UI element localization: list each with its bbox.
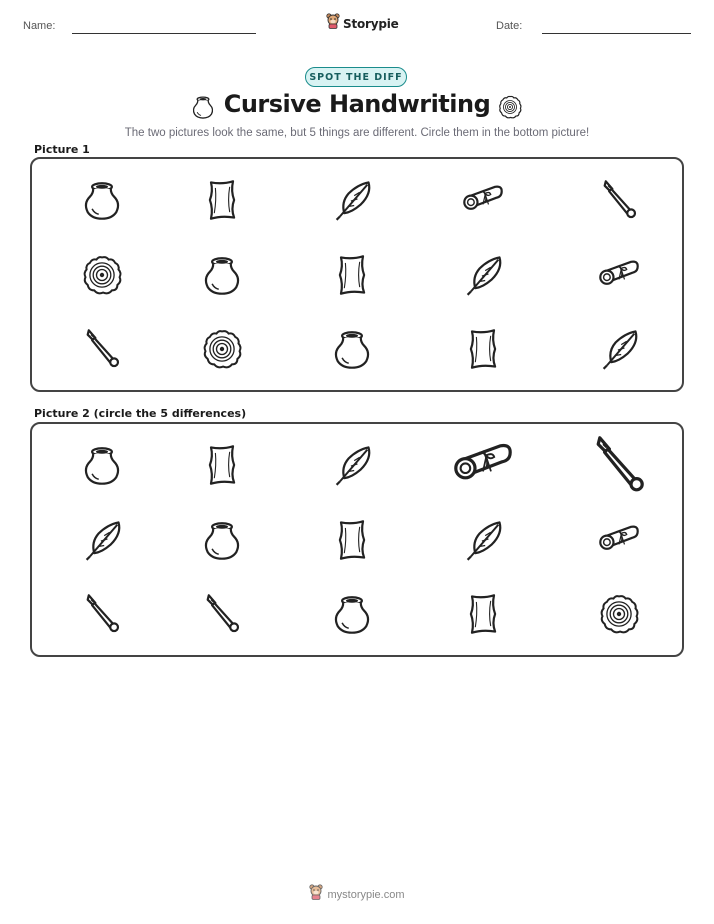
brand bbox=[326, 13, 399, 34]
ink-pot-icon[interactable] bbox=[330, 592, 374, 636]
picture1-label: Picture 1 bbox=[34, 143, 90, 156]
quill-icon[interactable] bbox=[80, 518, 124, 562]
parchment-icon bbox=[200, 178, 244, 222]
wax-seal-icon bbox=[497, 94, 523, 125]
name-label: Name: bbox=[23, 20, 56, 32]
wax-seal-icon bbox=[200, 327, 244, 371]
brand-name: Storypie bbox=[343, 16, 399, 31]
scroll-icon bbox=[597, 253, 641, 297]
ink-pot-icon bbox=[190, 94, 216, 125]
footer-url: mystorypie.com bbox=[327, 888, 405, 901]
quill-icon bbox=[330, 178, 374, 222]
pen-nib-icon[interactable] bbox=[587, 433, 651, 497]
wax-seal-icon bbox=[80, 253, 124, 297]
parchment-icon bbox=[461, 327, 505, 371]
ink-pot-icon bbox=[200, 253, 244, 297]
ink-pot-icon bbox=[80, 178, 124, 222]
quill-icon bbox=[597, 327, 641, 371]
ink-pot-icon[interactable] bbox=[200, 518, 244, 562]
instructions: The two pictures look the same, but 5 things are different. Circle them in the bottom picture! bbox=[124, 127, 590, 139]
parchment-icon[interactable] bbox=[461, 592, 505, 636]
wax-seal-icon[interactable] bbox=[597, 592, 641, 636]
parchment-icon[interactable] bbox=[200, 443, 244, 487]
picture2-panel[interactable] bbox=[30, 422, 684, 657]
scroll-icon[interactable] bbox=[597, 518, 641, 562]
ink-pot-icon[interactable] bbox=[80, 443, 124, 487]
pen-nib-icon bbox=[80, 327, 124, 371]
parchment-icon bbox=[330, 253, 374, 297]
spot-the-diff-badge: SPOT THE DIFF bbox=[305, 67, 407, 87]
quill-icon[interactable] bbox=[330, 443, 374, 487]
parchment-icon[interactable] bbox=[330, 518, 374, 562]
pen-nib-icon[interactable] bbox=[200, 592, 244, 636]
scroll-icon bbox=[461, 178, 505, 222]
quill-icon[interactable] bbox=[461, 518, 505, 562]
footer bbox=[0, 884, 714, 905]
quill-icon bbox=[461, 253, 505, 297]
date-label: Date: bbox=[496, 20, 523, 32]
pen-nib-icon bbox=[597, 178, 641, 222]
picture1-panel bbox=[30, 157, 684, 392]
name-line[interactable] bbox=[72, 33, 256, 34]
storypie-mascot-icon bbox=[309, 884, 323, 905]
ink-pot-icon bbox=[330, 327, 374, 371]
pen-nib-icon[interactable] bbox=[80, 592, 124, 636]
scroll-icon[interactable] bbox=[451, 433, 515, 497]
date-line[interactable] bbox=[542, 33, 691, 34]
page-title: Cursive Handwriting bbox=[223, 90, 491, 118]
picture2-label: Picture 2 (circle the 5 differences) bbox=[34, 407, 247, 420]
storypie-mascot-icon bbox=[326, 13, 340, 34]
